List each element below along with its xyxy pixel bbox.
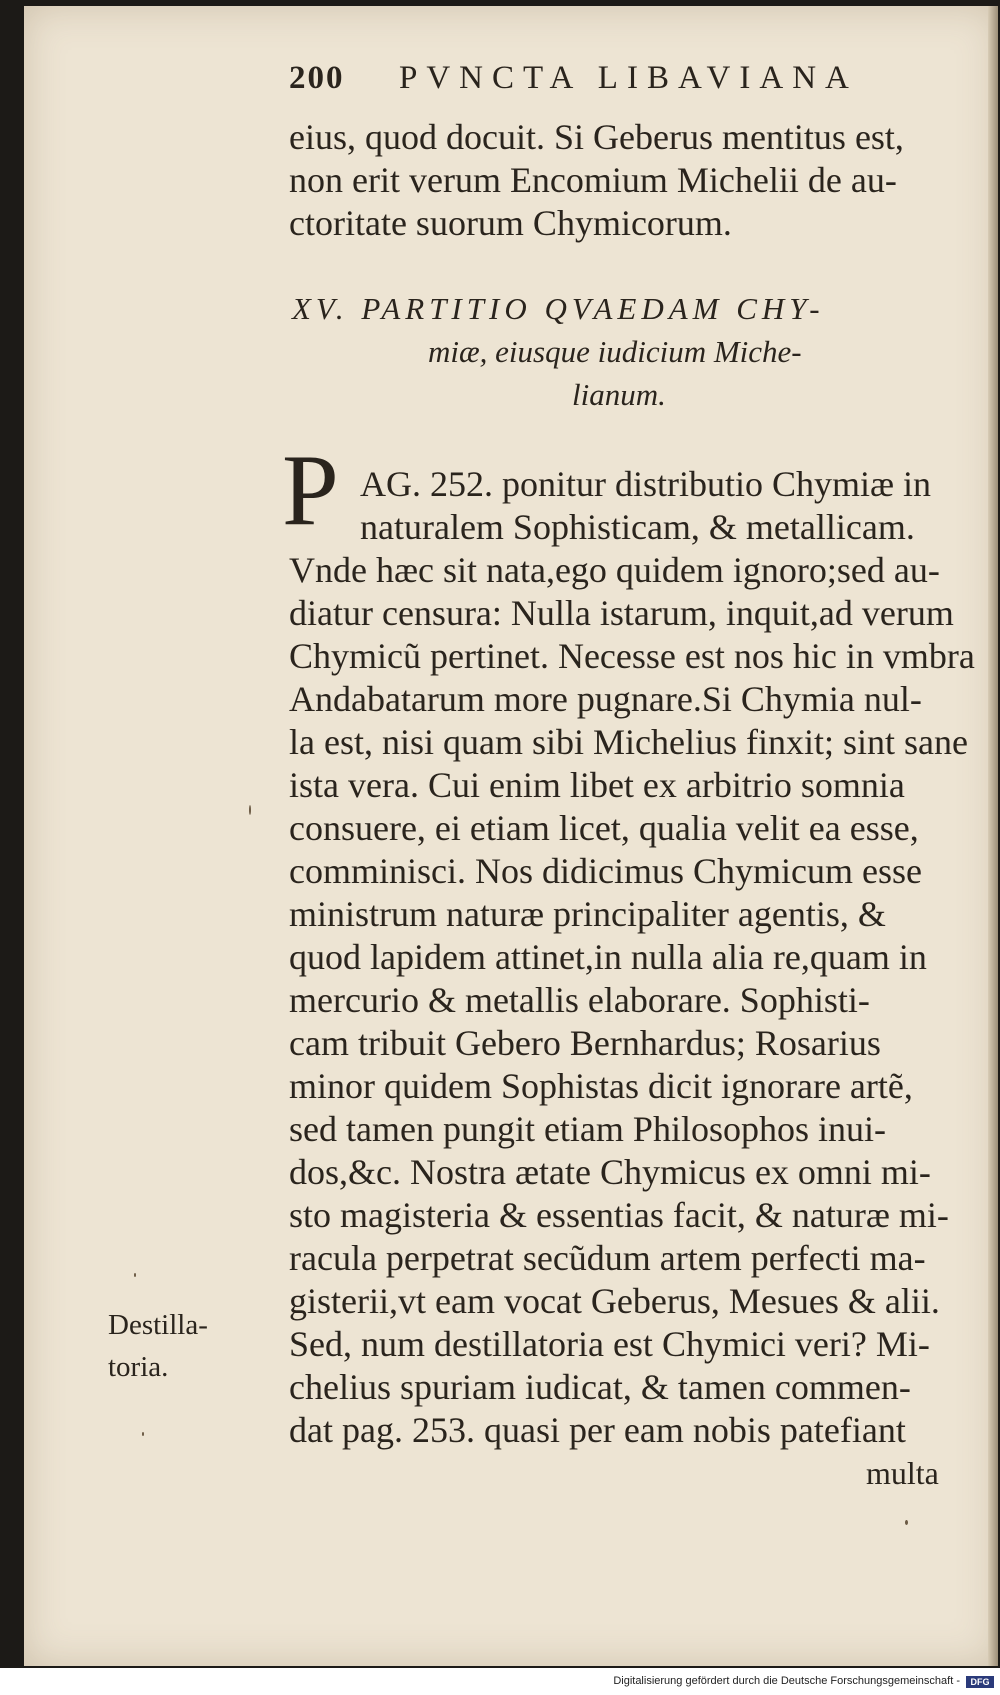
body-line: sed tamen pungit etiam Philosophos inui-: [289, 1109, 886, 1149]
body-line: la est, nisi quam sibi Michelius finxit; sint sane: [289, 722, 968, 762]
body-line: diatur censura: Nulla istarum, inquit,ad verum: [289, 593, 954, 633]
body-line: dos,&c. Nostra ætate Chymicus ex omni mi-: [289, 1152, 931, 1192]
ink-speck: [905, 1520, 908, 1525]
body-line: sto magisteria & essentias facit, & naturæ mi-: [289, 1195, 949, 1235]
catchword: multa: [866, 1455, 939, 1491]
body-line: Chymicũ pertinet. Necesse est nos hic in vmbra: [289, 636, 975, 676]
body-line: naturalem Sophisticam, & metallicam.: [360, 507, 915, 547]
body-line: mercurio & metallis elaborare. Sophisti-: [289, 980, 870, 1020]
page-number: 200: [289, 60, 345, 96]
ink-speck: [249, 805, 251, 815]
intro-line: eius, quod docuit. Si Geberus mentitus est,: [289, 117, 904, 157]
body-line: minor quidem Sophistas dicit ignorare artẽ,: [289, 1066, 913, 1106]
footer-credit: Digitalisierung gefördert durch die Deutsche Forschungsgemeinschaft -: [613, 1675, 960, 1687]
body-line: Andabatarum more pugnare.Si Chymia nul-: [289, 679, 922, 719]
section-heading: XV. PARTITIO QVAEDAM CHY-: [292, 291, 825, 326]
body-line: comminisci. Nos didicimus Chymicum esse: [289, 851, 922, 891]
body-line: Sed, num destillatoria est Chymici veri? Mi-: [289, 1324, 930, 1364]
body-line: gisterii,vt eam vocat Geberus, Mesues & alii.: [289, 1281, 940, 1321]
section-heading: miæ, eiusque iudicium Miche-: [428, 334, 802, 369]
ink-speck: [142, 1432, 144, 1436]
running-title: PVNCTA LIBAVIANA: [399, 60, 858, 96]
marginal-note: [108, 1304, 258, 1388]
body-line: racula perpetrat secũdum artem perfecti ma-: [289, 1238, 926, 1278]
marginal-note-line: toria.: [108, 1351, 169, 1383]
body-line: quod lapidem attinet,in nulla alia re,quam in: [289, 937, 927, 977]
ink-speck: [134, 1273, 136, 1277]
body-line: dat pag. 253. quasi per eam nobis patefiant: [289, 1410, 906, 1450]
marginal-note-line: Destilla-: [108, 1309, 208, 1341]
body-line: chelius spuriam iudicat, & tamen commen-: [289, 1367, 911, 1407]
body-line: ista vera. Cui enim libet ex arbitrio somnia: [289, 765, 905, 805]
section-heading: lianum.: [572, 377, 666, 412]
dfg-logo: DFG: [966, 1676, 994, 1688]
intro-line: non erit verum Encomium Michelii de au-: [289, 160, 897, 200]
body-line: consuere, ei etiam licet, qualia velit ea esse,: [289, 808, 919, 848]
page-edge: [988, 6, 998, 1666]
body-line: ministrum naturæ principaliter agentis, &: [289, 894, 886, 934]
body-line: AG. 252. ponitur distributio Chymiæ in: [360, 464, 932, 504]
running-head: [289, 60, 929, 100]
intro-line: ctoritate suorum Chymicorum.: [289, 203, 732, 243]
body-line: cam tribuit Gebero Bernhardus; Rosarius: [289, 1023, 881, 1063]
drop-cap: P: [282, 434, 339, 547]
body-line: Vnde hæc sit nata,ego quidem ignoro;sed au-: [289, 550, 940, 590]
